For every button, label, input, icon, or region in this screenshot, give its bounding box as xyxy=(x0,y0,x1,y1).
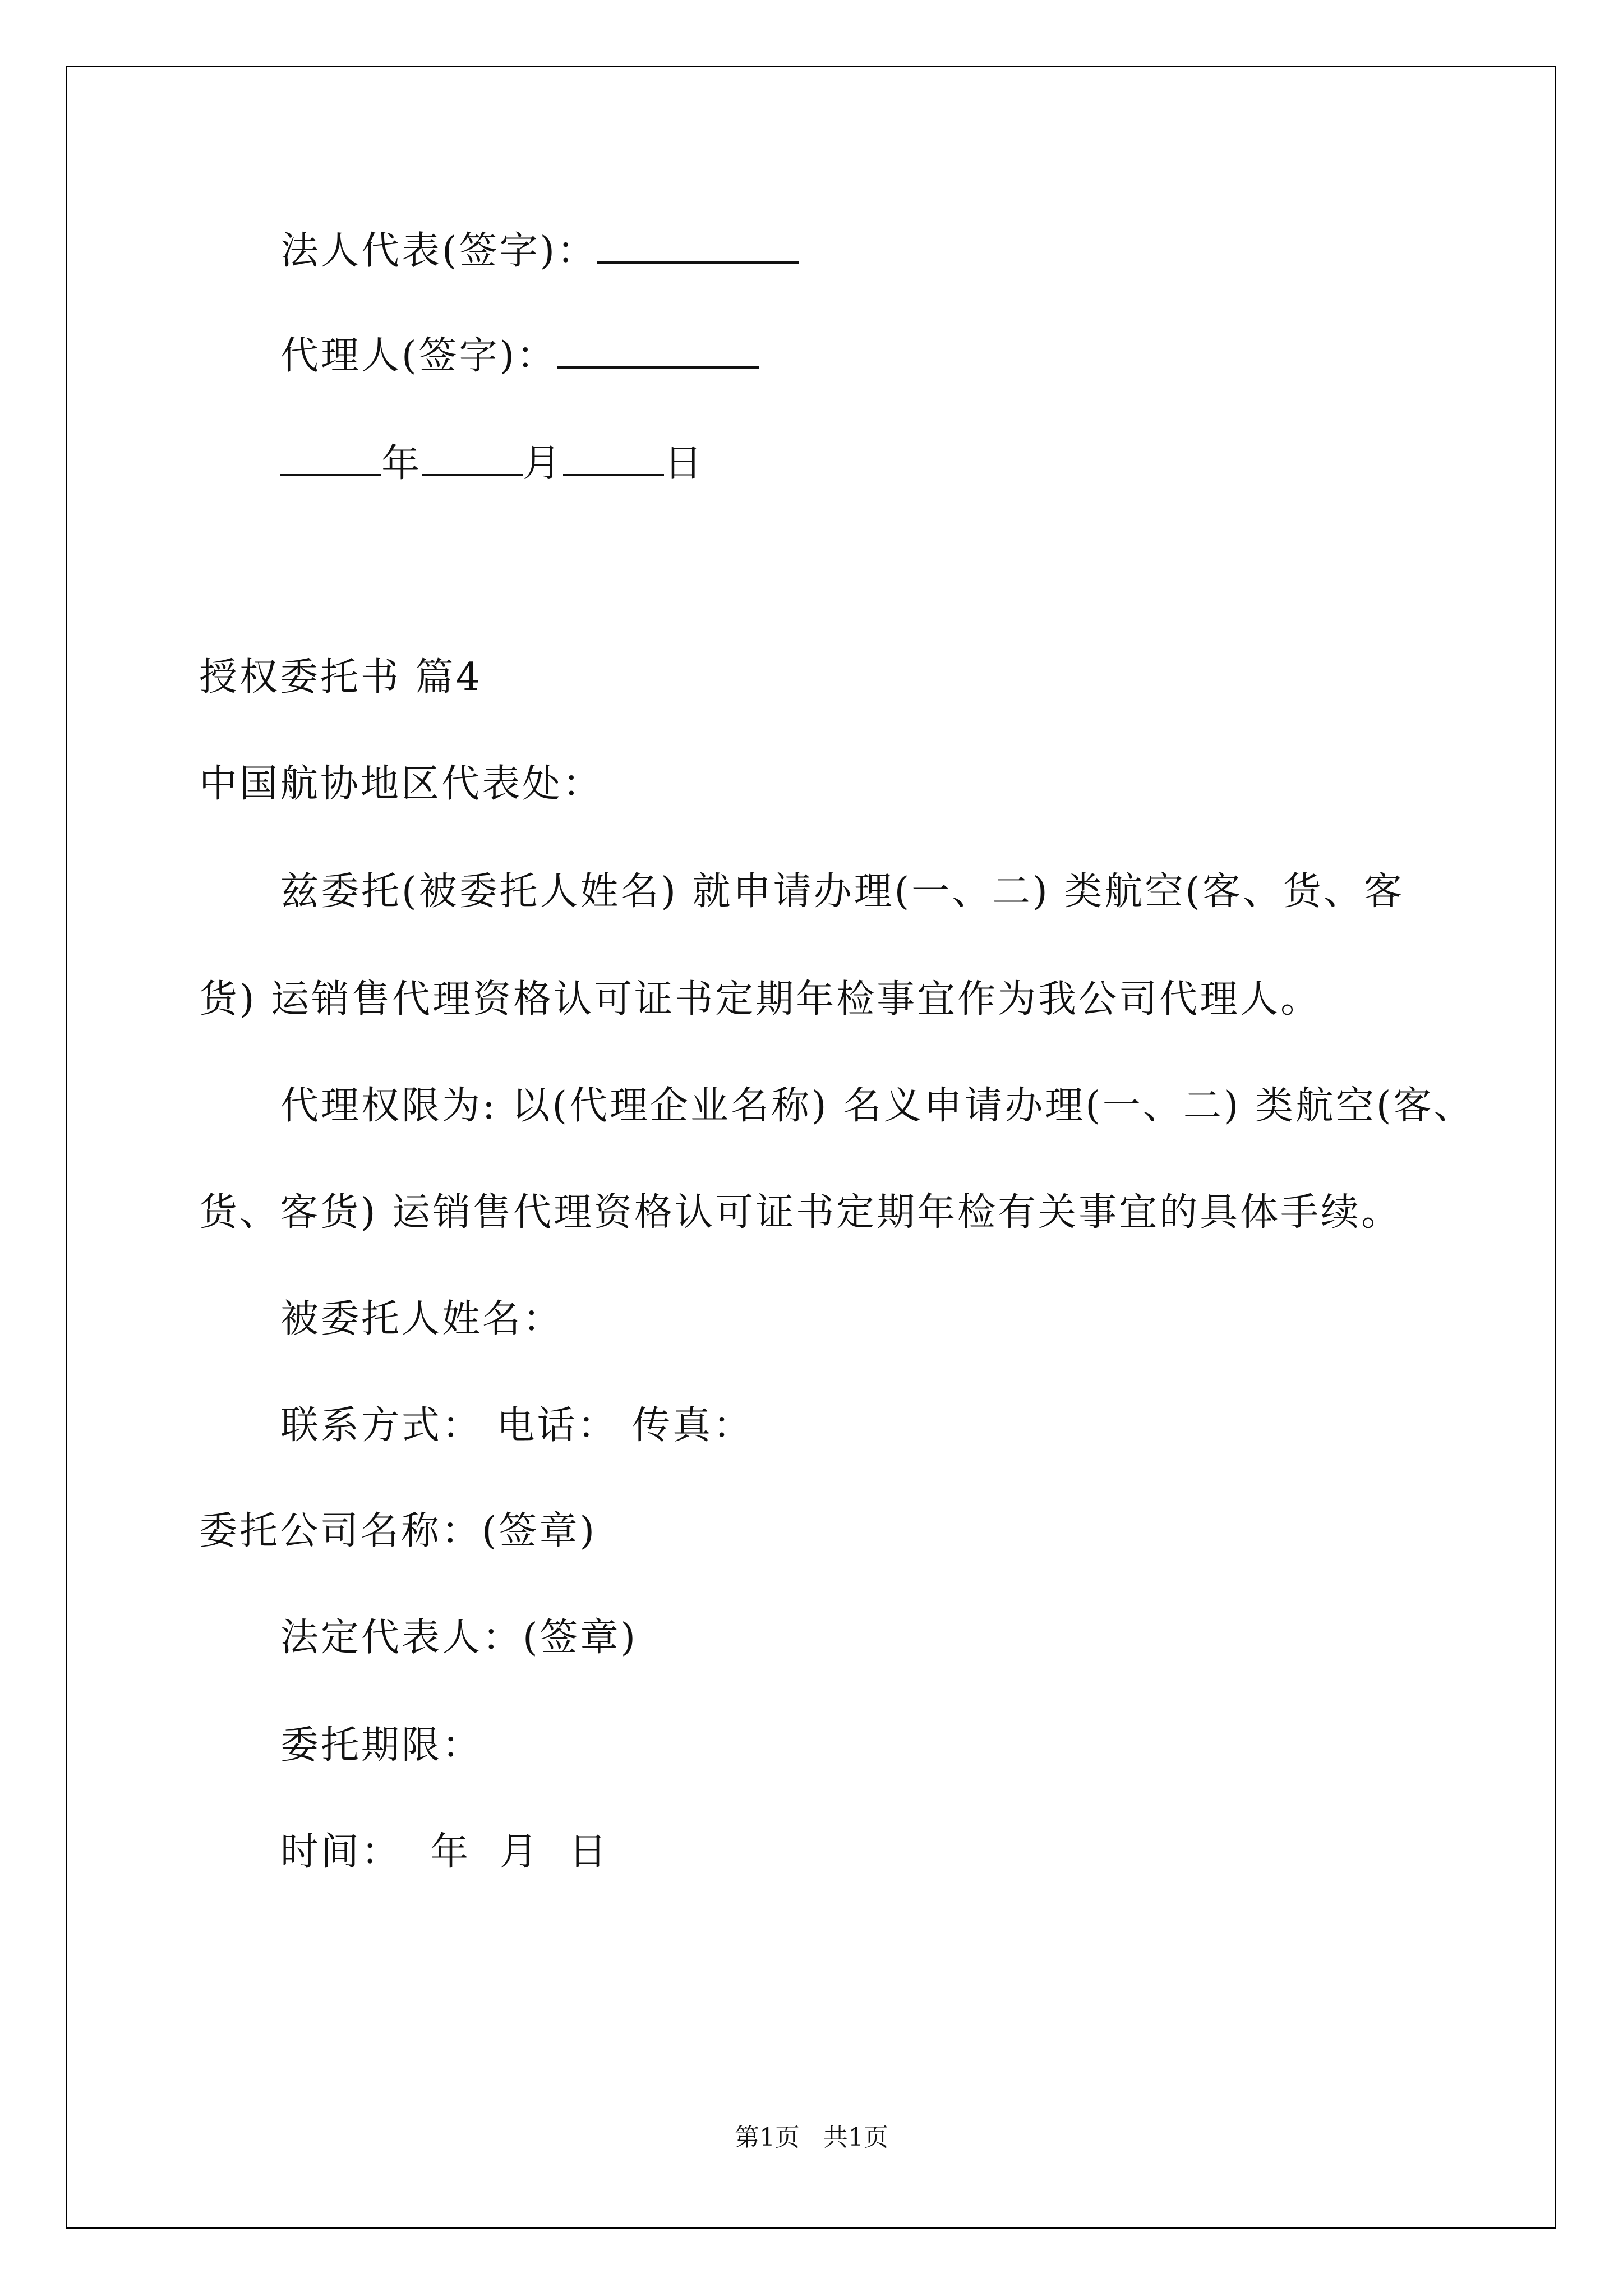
page-footer: 第1页 共1页 xyxy=(735,2123,888,2152)
page-border xyxy=(66,66,1556,2229)
legal-rep-signature-label: 法人代表(签字)： xyxy=(280,229,598,273)
paragraph-1-line-1: 兹委托(被委托人姓名) 就申请办理(一、二) 类航空(客、货、客 xyxy=(280,869,1404,914)
year-blank xyxy=(280,445,381,476)
paragraph-1-line-2: 货) 运销售代理资格认可证书定期年检事宜作为我公司代理人。 xyxy=(199,977,1321,1022)
signature-date-line xyxy=(280,441,704,486)
agent-signature-blank xyxy=(557,337,759,369)
contact-field: 联系方式： 电话： 传真： xyxy=(280,1404,754,1448)
paragraph-2-line-1: 代理权限为: 以(代理企业名称) 名义申请办理(一、二) 类航空(客、 xyxy=(280,1084,1474,1128)
day-blank xyxy=(563,445,664,476)
date-field: 时间： 年 月 日 xyxy=(280,1830,609,1874)
legal-rep-signature-blank xyxy=(597,232,799,264)
day-label: 日 xyxy=(664,441,705,486)
paragraph-2-line-2: 货、客货) 运销售代理资格认可证书定期年检有关事宜的具体手续。 xyxy=(199,1190,1402,1235)
year-label: 年 xyxy=(381,441,422,486)
trustee-name-field: 被委托人姓名： xyxy=(280,1297,564,1341)
agent-signature-label: 代理人(签字)： xyxy=(280,334,557,378)
company-name-field: 委托公司名称：(签章) xyxy=(199,1509,597,1553)
addressee: 中国航协地区代表处： xyxy=(199,762,603,806)
legal-representative-field: 法定代表人：(签章) xyxy=(280,1616,638,1660)
legal-rep-signature-line xyxy=(280,229,799,274)
month-label: 月 xyxy=(523,441,564,486)
month-blank xyxy=(422,445,523,476)
agent-signature-line xyxy=(280,334,759,379)
section-title: 授权委托书 篇4 xyxy=(199,655,482,700)
entrust-period-field: 委托期限： xyxy=(280,1723,483,1768)
